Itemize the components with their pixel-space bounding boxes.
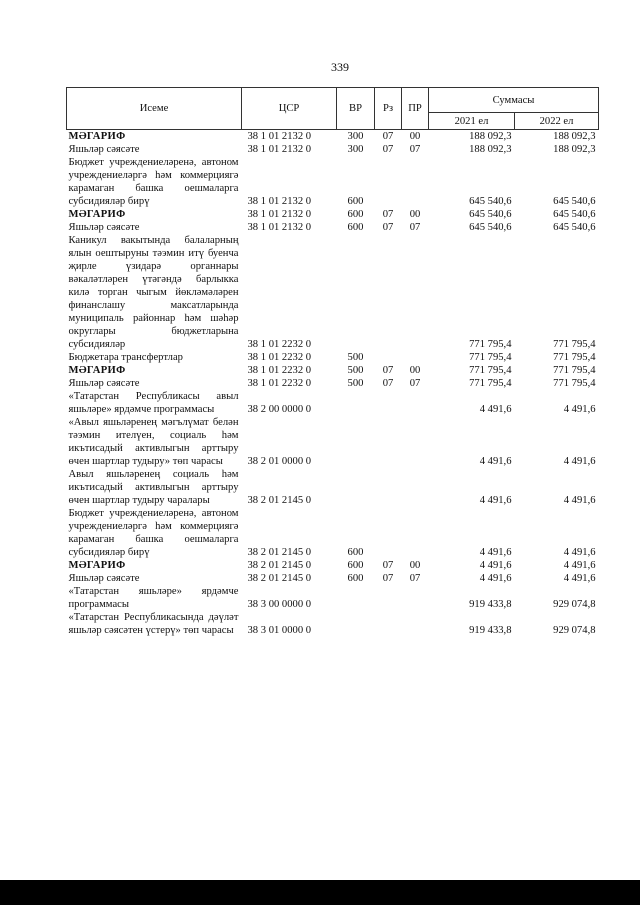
cell-vr: 600 [347, 547, 364, 558]
cell-csr: 38 1 01 2132 0 [247, 196, 312, 207]
table-row [67, 130, 599, 144]
cell-csr: 38 1 01 2132 0 [247, 131, 312, 142]
cell-rz: 07 [382, 131, 394, 142]
cell-vr: 600 [347, 573, 364, 584]
cell-amount-2021: 771 795,4 [469, 378, 512, 389]
cell-rz [375, 351, 402, 364]
header-year-2022: 2022 ел [515, 113, 599, 130]
cell-amount-2021: 188 092,3 [469, 131, 512, 142]
cell-amount-2022: 771 795,4 [553, 365, 596, 376]
cell-rz [375, 507, 402, 559]
cell-amount-2022: 929 074,8 [553, 625, 596, 636]
cell-amount-2022: 188 092,3 [553, 131, 596, 142]
table-header [67, 88, 599, 130]
table-row [67, 416, 599, 468]
cell-csr: 38 2 01 2145 0 [247, 495, 312, 506]
cell-pr: 07 [409, 222, 421, 233]
cell-amount-2022: 4 491,6 [563, 547, 596, 558]
header-rz: Рз [375, 88, 402, 130]
cell-pr [402, 468, 429, 507]
cell-amount-2022: 645 540,6 [553, 196, 596, 207]
scan-bottom-edge [0, 880, 640, 905]
cell-name: «Татарстан Республикасында дәүләт яшьләр сәясәтен үстерү» төп чарасы [68, 612, 239, 636]
cell-csr: 38 1 01 2132 0 [247, 222, 312, 233]
cell-rz: 07 [382, 222, 394, 233]
cell-name: МӘГАРИФ [68, 560, 126, 571]
cell-rz: 07 [382, 560, 394, 571]
cell-csr: 38 1 01 2132 0 [247, 144, 312, 155]
table-row [67, 234, 599, 351]
cell-name: «Татарстан Республикасы авыл яшьләре» ярдәмче программасы [68, 391, 239, 415]
cell-pr [402, 416, 429, 468]
page-number: 339 [331, 60, 349, 74]
cell-name: Яшьләр сәясәте [68, 378, 140, 389]
table-row [67, 468, 599, 507]
cell-amount-2022: 4 491,6 [563, 495, 596, 506]
cell-amount-2022: 188 092,3 [553, 144, 596, 155]
table-row [67, 351, 599, 364]
cell-pr: 00 [409, 209, 421, 220]
cell-amount-2021: 771 795,4 [469, 352, 512, 363]
table-body [67, 130, 599, 638]
cell-vr: 300 [347, 131, 364, 142]
cell-pr [402, 156, 429, 208]
cell-amount-2021: 645 540,6 [469, 196, 512, 207]
cell-name: Яшьләр сәясәте [68, 222, 140, 233]
cell-amount-2022: 645 540,6 [553, 222, 596, 233]
cell-rz: 07 [382, 144, 394, 155]
cell-vr [337, 468, 375, 507]
cell-csr: 38 2 00 0000 0 [247, 404, 312, 415]
table-row [67, 208, 599, 221]
cell-amount-2021: 4 491,6 [479, 404, 512, 415]
table-row [67, 143, 599, 156]
header-vr: ВР [337, 88, 375, 130]
cell-name: «Авыл яшьләренең мәгълүмат белән тәэмин ителүен, социаль һәм икътисадый активлыгын арттыру өчен шартлар тудыру» төп чарасы [68, 417, 239, 467]
cell-vr: 600 [347, 560, 364, 571]
budget-table [66, 87, 599, 637]
cell-amount-2021: 188 092,3 [469, 144, 512, 155]
cell-csr: 38 2 01 2145 0 [247, 560, 312, 571]
cell-amount-2021: 919 433,8 [469, 625, 512, 636]
cell-pr: 00 [409, 131, 421, 142]
cell-name: МӘГАРИФ [68, 131, 126, 142]
table-row [67, 390, 599, 416]
cell-amount-2021: 771 795,4 [469, 365, 512, 376]
cell-vr [337, 416, 375, 468]
cell-vr [337, 611, 375, 637]
cell-name: Яшьләр сәясәте [68, 573, 140, 584]
cell-vr: 600 [347, 196, 364, 207]
cell-amount-2021: 4 491,6 [479, 456, 512, 467]
cell-pr: 00 [409, 560, 421, 571]
cell-amount-2022: 771 795,4 [553, 378, 596, 389]
header-csr: ЦСР [242, 88, 337, 130]
table-row [67, 377, 599, 390]
cell-vr: 600 [347, 222, 364, 233]
cell-amount-2022: 771 795,4 [553, 339, 596, 350]
cell-pr [402, 611, 429, 637]
cell-amount-2022: 4 491,6 [563, 404, 596, 415]
cell-pr [402, 234, 429, 351]
cell-csr: 38 2 01 2145 0 [247, 547, 312, 558]
header-name: Исеме [67, 88, 242, 130]
table-row [67, 585, 599, 611]
cell-vr [337, 234, 375, 351]
cell-csr: 38 1 01 2232 0 [247, 339, 312, 350]
table-row [67, 559, 599, 572]
cell-rz: 07 [382, 573, 394, 584]
cell-rz: 07 [382, 378, 394, 389]
header-pr: ПР [402, 88, 429, 130]
cell-rz [375, 390, 402, 416]
cell-rz [375, 156, 402, 208]
cell-rz [375, 234, 402, 351]
cell-name: «Татарстан яшьләре» ярдәмче программасы [68, 586, 239, 610]
cell-pr [402, 351, 429, 364]
cell-amount-2022: 771 795,4 [553, 352, 596, 363]
cell-name: МӘГАРИФ [68, 209, 126, 220]
cell-csr: 38 3 00 0000 0 [247, 599, 312, 610]
cell-vr: 500 [347, 378, 364, 389]
cell-name: Бюджетара трансфертлар [68, 352, 183, 363]
cell-vr: 500 [347, 365, 364, 376]
cell-amount-2021: 771 795,4 [469, 339, 512, 350]
cell-pr: 07 [409, 378, 421, 389]
cell-name: Авыл яшьләренең социаль һәм икътисадый активлыгын арттыру өчен шартлар тудыру чаралары [68, 469, 239, 506]
cell-amount-2021: 919 433,8 [469, 599, 512, 610]
cell-amount-2021: 4 491,6 [479, 547, 512, 558]
cell-amount-2022: 4 491,6 [563, 560, 596, 571]
cell-vr [337, 390, 375, 416]
cell-pr [402, 507, 429, 559]
table-row [67, 364, 599, 377]
cell-csr: 38 2 01 0000 0 [247, 456, 312, 467]
cell-rz [375, 611, 402, 637]
table-row [67, 507, 599, 559]
cell-amount-2021: 4 491,6 [479, 495, 512, 506]
cell-amount-2022: 4 491,6 [563, 456, 596, 467]
cell-amount-2021: 645 540,6 [469, 209, 512, 220]
table-row [67, 221, 599, 234]
cell-amount-2021: 4 491,6 [479, 573, 512, 584]
cell-rz: 07 [382, 209, 394, 220]
cell-vr: 300 [347, 144, 364, 155]
header-sums: Суммасы [429, 88, 599, 113]
table-row [67, 611, 599, 637]
cell-csr: 38 1 01 2232 0 [247, 378, 312, 389]
cell-vr [337, 585, 375, 611]
cell-amount-2021: 645 540,6 [469, 222, 512, 233]
cell-pr: 00 [409, 365, 421, 376]
cell-name: Каникул вакытында балаларның ялын оештыруны тәэмин итү буенча җирле үзидарә органнары вәкаләтләрен үтәгәндә барлыкка килә торган чыгым йөкләмәләрен финанслашу максатларында муниципаль районнар һәм шәһәр округлары бюджетларына субсидияләр [68, 235, 239, 350]
cell-rz [375, 416, 402, 468]
cell-amount-2022: 645 540,6 [553, 209, 596, 220]
cell-rz [375, 468, 402, 507]
cell-vr: 500 [347, 352, 364, 363]
table-row [67, 572, 599, 585]
table-row [67, 156, 599, 208]
cell-vr: 600 [347, 209, 364, 220]
cell-rz [375, 585, 402, 611]
header-year-2021: 2021 ел [429, 113, 515, 130]
cell-name: Бюджет учреждениеләренә, автоном учреждениеләргә һәм коммерциягә карамаган башка оешмаларга субсидияләр бирү [68, 157, 239, 207]
cell-csr: 38 1 01 2232 0 [247, 365, 312, 376]
cell-amount-2022: 929 074,8 [553, 599, 596, 610]
cell-amount-2022: 4 491,6 [563, 573, 596, 584]
cell-name: МӘГАРИФ [68, 365, 126, 376]
cell-name: Яшьләр сәясәте [68, 144, 140, 155]
cell-amount-2021: 4 491,6 [479, 560, 512, 571]
cell-name: Бюджет учреждениеләренә, автоном учреждениеләргә һәм коммерциягә карамаган башка оешмаларга субсидияләр бирү [68, 508, 239, 558]
cell-csr: 38 1 01 2132 0 [247, 209, 312, 220]
cell-pr: 07 [409, 573, 421, 584]
cell-csr: 38 1 01 2232 0 [247, 352, 312, 363]
cell-csr: 38 2 01 2145 0 [247, 573, 312, 584]
cell-csr: 38 3 01 0000 0 [247, 625, 312, 636]
cell-pr [402, 390, 429, 416]
cell-pr: 07 [409, 144, 421, 155]
cell-rz: 07 [382, 365, 394, 376]
cell-pr [402, 585, 429, 611]
